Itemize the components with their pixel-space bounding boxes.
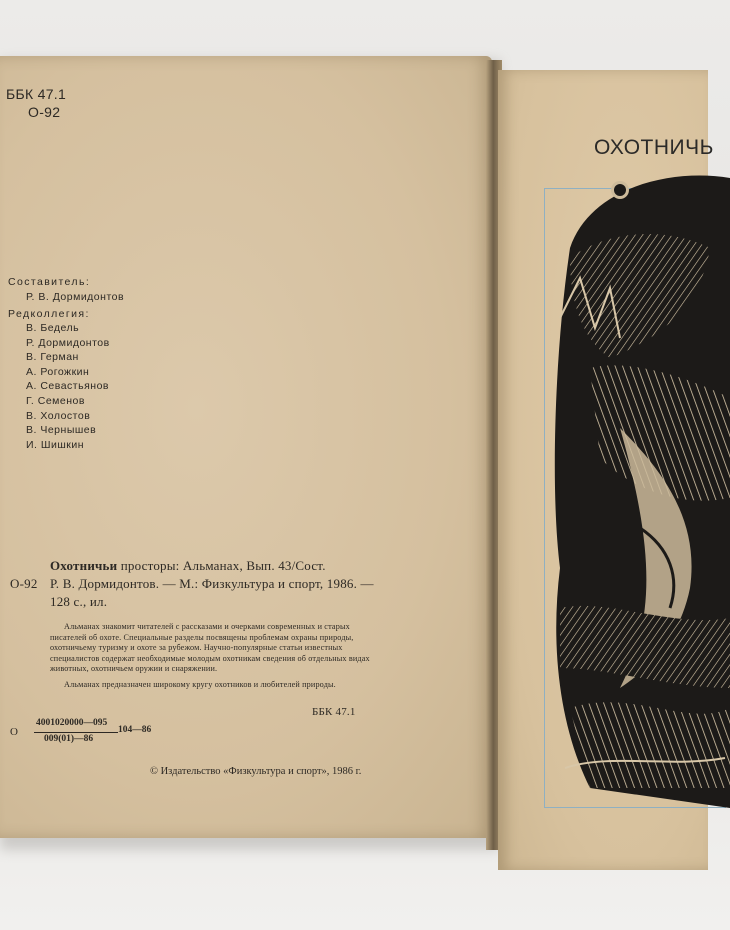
right-page	[498, 70, 714, 870]
board-label: Редколлегия:	[8, 308, 90, 320]
code-suffix: 104—86	[118, 725, 152, 735]
biblio-title: Охотничьи	[50, 558, 118, 573]
biblio-line-1-rest: просторы: Альманах, Вып. 43/Сост.	[117, 558, 326, 573]
compiler-label: Составитель:	[8, 276, 91, 288]
board-member: Г. Семенов	[26, 394, 85, 407]
code-fraction-line	[34, 732, 118, 733]
board-member: А. Рогожкин	[26, 365, 90, 378]
biblio-line-1	[50, 558, 326, 574]
compiler-name: Р. В. Дормидонтов	[26, 291, 125, 303]
board-member: Р. Дормидонтов	[26, 336, 110, 349]
left-page	[0, 56, 492, 838]
board-member: В. Чернышев	[26, 424, 97, 437]
biblio-mark: О-92	[10, 576, 38, 591]
code-denominator: 009(01)—86	[44, 734, 94, 744]
biblio-line-3: 128 с., ил.	[50, 594, 108, 609]
board-members-list	[26, 321, 110, 452]
annotation-paragraph-2: Альманах предназначен широкому кругу охотников и любителей природы.	[64, 680, 336, 689]
board-member: И. Шишкин	[26, 438, 85, 451]
woodcut-illustration	[550, 168, 730, 808]
bbk-bottom: ББК 47.1	[312, 706, 356, 718]
author-mark: О-92	[28, 104, 61, 120]
right-page-title: ОХОТНИЧЬ	[594, 136, 714, 159]
copyright-line: © Издательство «Физкультура и спорт», 1986 г.	[150, 766, 362, 777]
bbk-code: ББК 47.1	[6, 86, 67, 102]
code-letter: О	[10, 726, 18, 738]
annotation-paragraph-1: Альманах знакомит читателей с рассказами и очерками современных и старых писателей об охоте. Специальные разделы посвящены проблемам охраны природы, охотничьему туризму и охоте за рубежом. Научно-популярные статьи известных специалистов содержат необходимые молодым охотникам сведения об отдельных видах животных, охотничьем оружии и снаряжении.	[50, 622, 370, 674]
code-numerator: 4001020000—095	[36, 718, 108, 728]
biblio-line-2: Р. В. Дормидонтов. — М.: Физкультура и спорт, 1986. —	[50, 576, 374, 591]
board-member: В. Герман	[26, 351, 79, 364]
board-member: В. Бедель	[26, 322, 80, 334]
board-member: В. Холостов	[26, 409, 91, 422]
board-member: А. Севастьянов	[26, 380, 109, 393]
